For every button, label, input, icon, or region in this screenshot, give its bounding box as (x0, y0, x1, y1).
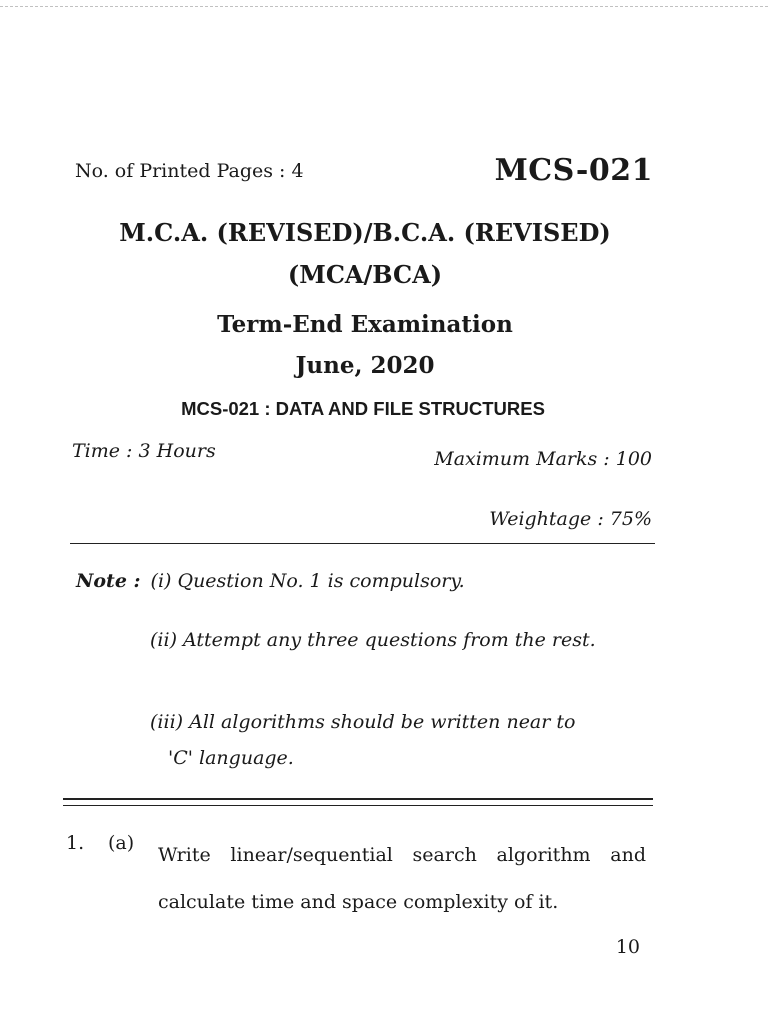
divider (70, 543, 655, 544)
exam-time: Time : 3 Hours (72, 440, 216, 462)
note-text-continued: 'C' language. (168, 747, 294, 769)
exam-title: Term-End Examination (217, 311, 513, 338)
question-part: (a) (108, 832, 135, 854)
programme-short: (MCA/BCA) (287, 260, 443, 289)
exam-session: June, 2020 (295, 352, 435, 379)
programme-title: M.C.A. (REVISED)/B.C.A. (REVISED) (119, 218, 611, 247)
subject-title: MCS-021 : DATA AND FILE STRUCTURES (181, 398, 545, 419)
question-text: Write linear/sequential search algorithm and calculate time and space complexity of it. (158, 844, 646, 913)
note-text: (i) Question No. 1 is compulsory. (150, 570, 465, 592)
maximum-marks: Maximum Marks : 100 (434, 448, 652, 470)
printed-pages: No. of Printed Pages : 4 (75, 160, 304, 182)
note-label: Note : (76, 570, 141, 592)
course-code: MCS-021 (494, 153, 653, 188)
weightage: Weightage : 75% (489, 508, 652, 530)
note-text: (ii) Attempt any three questions from the rest. (150, 629, 596, 651)
double-divider (63, 798, 653, 806)
scan-artifact-line (0, 6, 768, 9)
question-number: 1. (66, 832, 85, 854)
question-marks: 10 (615, 936, 640, 958)
note-item-3 (150, 704, 655, 776)
note-text: (iii) All algorithms should be written near to (150, 711, 576, 733)
note-item-2 (150, 623, 655, 657)
note-item-1 (76, 570, 465, 592)
